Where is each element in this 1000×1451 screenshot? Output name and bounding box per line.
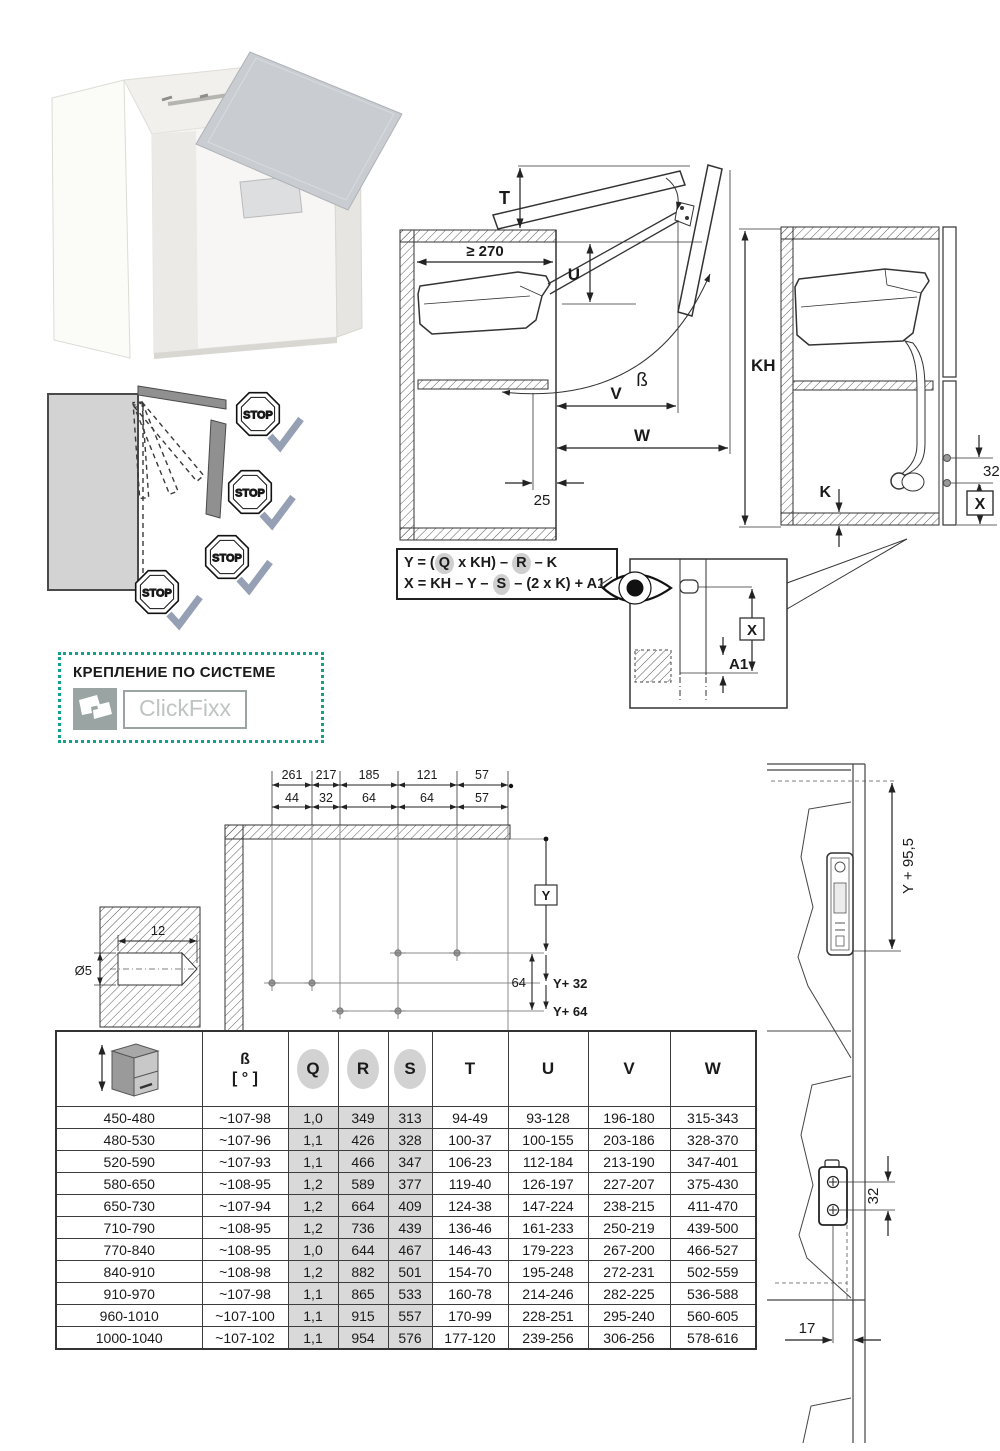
table-cell: ~108-98 [202, 1261, 288, 1283]
dim-KH: KH [751, 356, 776, 375]
table-cell: 126-197 [508, 1173, 588, 1195]
table-cell: 170-99 [432, 1305, 508, 1327]
table-cell: 328-370 [670, 1129, 756, 1151]
table-cell: 94-49 [432, 1107, 508, 1129]
side-mounting-diagram [755, 758, 1000, 1448]
spec-table [55, 1030, 757, 1350]
table-cell: 736 [338, 1217, 388, 1239]
svg-text:STOP: STOP [243, 409, 273, 422]
table-cell: 119-40 [432, 1173, 508, 1195]
dim-57: 57 [475, 768, 489, 782]
mounting-system-heading: КРЕПЛЕНИЕ ПО СИСТЕМЕ [73, 664, 276, 681]
table-row [56, 1239, 756, 1261]
var-R: R [512, 553, 530, 574]
clickfixx-wordmark: ClickFixx [123, 690, 247, 729]
dim-T: T [499, 188, 510, 208]
dim-Y955: Y + 95,5 [900, 837, 917, 895]
clickfixx-logo-icon [73, 688, 117, 730]
table-cell: ~107-100 [202, 1305, 288, 1327]
formula-x: X = KH – Y – S – (2 x K) + A1 [404, 574, 610, 595]
dim-Y64: Y+ 64 [553, 1004, 588, 1019]
table-cell: 865 [338, 1283, 388, 1305]
table-cell: 533 [388, 1283, 432, 1305]
table-cell: 580-650 [56, 1173, 202, 1195]
table-cell: 557 [388, 1305, 432, 1327]
table-cell: 282-225 [588, 1283, 670, 1305]
table-cell: ~107-94 [202, 1195, 288, 1217]
table-cell: ~107-98 [202, 1283, 288, 1305]
table-cell: 501 [388, 1261, 432, 1283]
table-cell: 915 [338, 1305, 388, 1327]
open-door-section-diagram [390, 158, 750, 548]
stop-sign-icon [206, 536, 249, 579]
table-cell: 1,2 [288, 1261, 338, 1283]
table-cell: 650-730 [56, 1195, 202, 1217]
table-cell: 910-970 [56, 1283, 202, 1305]
dim-17: 17 [798, 1320, 816, 1337]
dim-44: 44 [285, 791, 299, 805]
dim-Y-boxed: Y [541, 888, 551, 903]
table-cell: 347-401 [670, 1151, 756, 1173]
table-cell: 409 [388, 1195, 432, 1217]
header-R: R [338, 1031, 388, 1107]
table-cell: 203-186 [588, 1129, 670, 1151]
var-S: S [493, 574, 511, 595]
door-front-panel [943, 227, 956, 377]
formula-y: Y = ( Q x KH) – R – K [404, 553, 610, 574]
stop-sign-icon [136, 571, 179, 614]
stop-sign-icon [229, 471, 272, 514]
table-cell: 1,1 [288, 1305, 338, 1327]
table-cell: 100-155 [508, 1129, 588, 1151]
cabinet-height-icon [94, 1038, 164, 1098]
dim-57b: 57 [475, 791, 489, 805]
table-cell: 1,1 [288, 1283, 338, 1305]
table-cell: ~108-95 [202, 1239, 288, 1261]
table-row [56, 1305, 756, 1327]
table-cell: 536-588 [670, 1283, 756, 1305]
table-cell: 426 [338, 1129, 388, 1151]
table-cell: 466 [338, 1151, 388, 1173]
table-cell: 377 [388, 1173, 432, 1195]
table-cell: 576 [388, 1327, 432, 1350]
table-row [56, 1129, 756, 1151]
table-cell: 239-256 [508, 1327, 588, 1350]
table-cell: 146-43 [432, 1239, 508, 1261]
table-cell: 315-343 [670, 1107, 756, 1129]
dim-U: U [567, 265, 580, 284]
table-cell: 179-223 [508, 1239, 588, 1261]
dim-A1: A1 [729, 656, 749, 673]
table-row [56, 1151, 756, 1173]
table-cell: 954 [338, 1327, 388, 1350]
table-cell: 100-37 [432, 1129, 508, 1151]
formula-box [396, 548, 618, 600]
table-cell: ~107-93 [202, 1151, 288, 1173]
header-T: T [432, 1031, 508, 1107]
spec-table-body [56, 1107, 756, 1350]
table-cell: 1,2 [288, 1195, 338, 1217]
table-cell: 520-590 [56, 1151, 202, 1173]
table-cell: 1000-1040 [56, 1327, 202, 1350]
table-cell: 195-248 [508, 1261, 588, 1283]
header-U: U [508, 1031, 588, 1107]
dim-32-side: 32 [865, 1187, 882, 1205]
table-cell: 295-240 [588, 1305, 670, 1327]
table-cell: 306-256 [588, 1327, 670, 1350]
table-cell: 214-246 [508, 1283, 588, 1305]
table-cell: 560-605 [670, 1305, 756, 1327]
dim-32: 32 [983, 463, 1000, 480]
dim-Y32: Y+ 32 [553, 976, 588, 991]
lift-rail [827, 853, 853, 955]
dim-W: W [633, 426, 651, 445]
door-open-panel [493, 171, 685, 229]
table-cell: 106-23 [432, 1151, 508, 1173]
table-cell: 161-233 [508, 1217, 588, 1239]
table-cell: 272-231 [588, 1261, 670, 1283]
dim-25: 25 [533, 492, 551, 509]
table-cell: 313 [388, 1107, 432, 1129]
table-cell: 160-78 [432, 1283, 508, 1305]
table-cell: 439 [388, 1217, 432, 1239]
dim-217: 217 [315, 768, 337, 782]
table-row [56, 1195, 756, 1217]
table-cell: 502-559 [670, 1261, 756, 1283]
table-cell: 578-616 [670, 1327, 756, 1350]
dim-261: 261 [281, 768, 303, 782]
table-cell: 328 [388, 1129, 432, 1151]
door-open-position [138, 386, 226, 409]
table-cell: 439-500 [670, 1217, 756, 1239]
dim-12: 12 [150, 923, 166, 938]
table-cell: 840-910 [56, 1261, 202, 1283]
table-row [56, 1173, 756, 1195]
table-cell: 467 [388, 1239, 432, 1261]
mounting-plate [819, 1160, 847, 1225]
table-cell: 1,0 [288, 1107, 338, 1129]
header-S: S [388, 1031, 432, 1107]
dim-beta: ß [636, 370, 648, 391]
table-header-row [56, 1031, 756, 1107]
table-cell: 1,2 [288, 1217, 338, 1239]
header-Q: Q [288, 1031, 338, 1107]
dim-32: 32 [319, 791, 333, 805]
drill-points [264, 950, 465, 1014]
table-cell: 238-215 [588, 1195, 670, 1217]
cabinet-photo-illustration [50, 40, 410, 370]
mounting-system-box [58, 652, 324, 743]
table-cell: ~107-102 [202, 1327, 288, 1350]
dim-64: 64 [362, 791, 376, 805]
table-cell: 228-251 [508, 1305, 588, 1327]
header-beta: ß [ ° ] [202, 1031, 288, 1107]
table-row [56, 1107, 756, 1129]
table-cell: 1,1 [288, 1129, 338, 1151]
dim-min-depth: ≥ 270 [466, 243, 504, 260]
table-cell: 267-200 [588, 1239, 670, 1261]
svg-text:STOP: STOP [142, 587, 172, 600]
dim-K: K [819, 484, 831, 501]
var-Q: Q [435, 553, 454, 574]
table-cell: 450-480 [56, 1107, 202, 1129]
dim-V: V [610, 384, 622, 403]
table-cell: 1,1 [288, 1327, 338, 1350]
table-cell: 960-1010 [56, 1305, 202, 1327]
header-W: W [670, 1031, 756, 1107]
closed-door-section-diagram [735, 195, 1000, 550]
table-cell: 112-184 [508, 1151, 588, 1173]
dim-64b: 64 [420, 791, 434, 805]
table-cell: 1,2 [288, 1173, 338, 1195]
door-stop-positions-diagram [40, 378, 330, 643]
table-cell: 770-840 [56, 1239, 202, 1261]
header-V: V [588, 1031, 670, 1107]
table-cell: 347 [388, 1151, 432, 1173]
table-cell: 196-180 [588, 1107, 670, 1129]
dim-64-vert: 64 [511, 975, 526, 990]
table-cell: 375-430 [670, 1173, 756, 1195]
table-cell: 411-470 [670, 1195, 756, 1217]
table-cell: 1,0 [288, 1239, 338, 1261]
dim-X-boxed: X [746, 622, 758, 639]
table-cell: 227-207 [588, 1173, 670, 1195]
dim-dia5: Ø5 [74, 963, 92, 978]
dim-121: 121 [416, 768, 438, 782]
table-cell: 93-128 [508, 1107, 588, 1129]
drilling-pattern-diagram [70, 755, 645, 1040]
table-cell: 466-527 [670, 1239, 756, 1261]
stop-sign-icon [237, 393, 280, 436]
table-cell: 589 [338, 1173, 388, 1195]
table-row [56, 1283, 756, 1305]
svg-text:STOP: STOP [212, 552, 242, 565]
table-cell: ~107-98 [202, 1107, 288, 1129]
table-cell: ~108-95 [202, 1173, 288, 1195]
table-cell: 147-224 [508, 1195, 588, 1217]
door-mid-position [206, 420, 226, 518]
table-cell: 213-190 [588, 1151, 670, 1173]
table-cell: 124-38 [432, 1195, 508, 1217]
dim-185: 185 [358, 768, 380, 782]
dim-X-boxed: X [974, 496, 986, 513]
table-cell: 250-219 [588, 1217, 670, 1239]
table-cell: 349 [338, 1107, 388, 1129]
lift-mechanism [795, 269, 929, 345]
table-cell: ~107-96 [202, 1129, 288, 1151]
table-cell: 644 [338, 1239, 388, 1261]
table-row [56, 1261, 756, 1283]
table-cell: 710-790 [56, 1217, 202, 1239]
table-cell: 664 [338, 1195, 388, 1217]
table-cell: 882 [338, 1261, 388, 1283]
table-cell: 154-70 [432, 1261, 508, 1283]
table-cell: 177-120 [432, 1327, 508, 1350]
table-row [56, 1217, 756, 1239]
fixing-pin [680, 580, 698, 593]
table-row [56, 1327, 756, 1350]
table-cell: 136-46 [432, 1217, 508, 1239]
table-cell: 480-530 [56, 1129, 202, 1151]
svg-text:STOP: STOP [235, 487, 265, 500]
table-cell: 1,1 [288, 1151, 338, 1173]
header-cabinet-height [56, 1031, 202, 1107]
door-tilted-panel [678, 165, 722, 316]
fixing-point-detail-diagram [595, 525, 920, 720]
table-cell: ~108-95 [202, 1217, 288, 1239]
